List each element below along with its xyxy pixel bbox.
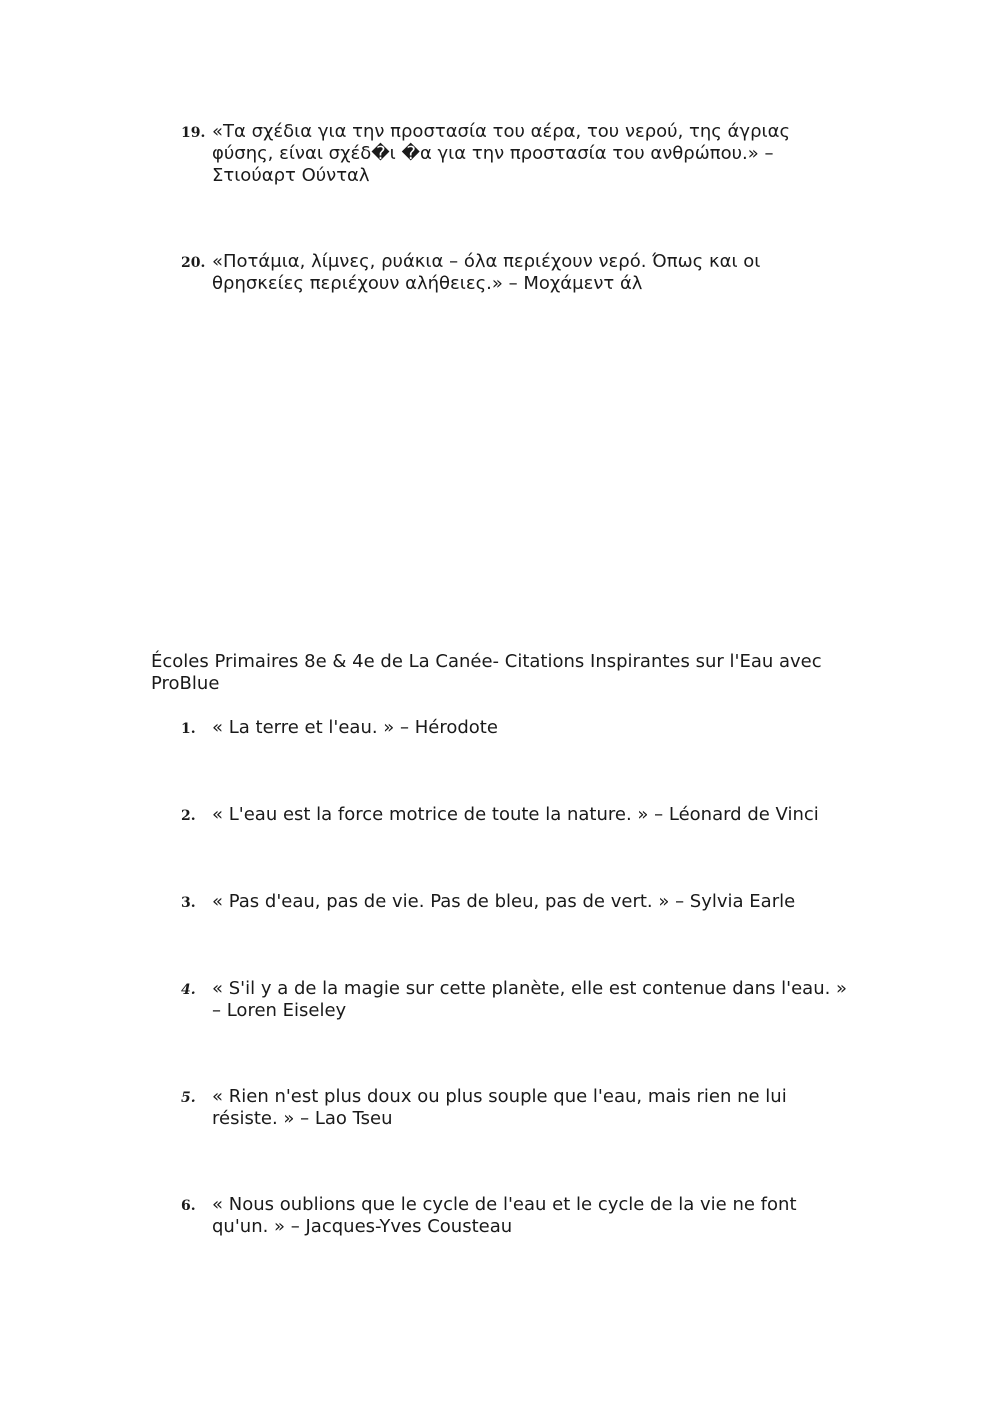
list-item-number: 5.	[181, 1090, 196, 1106]
quote-text: « La terre et l'eau. » – Hérodote	[212, 717, 498, 738]
quote-text: « Pas d'eau, pas de vie. Pas de bleu, pas de vert. » – Sylvia Earle	[212, 891, 796, 912]
list-item-number: 3.	[181, 895, 196, 911]
quote-text: « L'eau est la force motrice de toute la nature. » – Léonard de Vinci	[212, 804, 819, 825]
list-item-number: 19.	[181, 125, 206, 141]
list-item-number: 1.	[181, 721, 196, 737]
list-item-number: 4.	[181, 982, 196, 998]
list-item-number: 2.	[181, 808, 196, 824]
quote-text: «Τα σχέδια για την προστασία του αέρα, του νερού, της άγριας φύσης, είναι σχέδ�ι �α για την προστασία του ανθρώπου.» – Στιούαρτ Ούνταλ	[212, 121, 791, 186]
quote-text: « Rien n'est plus doux ou plus souple que l'eau, mais rien ne lui résiste. » – Lao Tseu	[212, 1086, 787, 1129]
list-item-number: 20.	[181, 255, 206, 271]
quote-text: « Nous oublions que le cycle de l'eau et le cycle de la vie ne font qu'un. » – Jacques-Yves Cousteau	[212, 1194, 797, 1237]
quote-text: « S'il y a de la magie sur cette planète, elle est contenue dans l'eau. » – Loren Eiseley	[212, 978, 848, 1021]
section-heading: Écoles Primaires 8e & 4e de La Canée- Citations Inspirantes sur l'Eau avec ProBlue	[151, 651, 822, 694]
list-item-number: 6.	[181, 1198, 196, 1214]
quote-text: «Ποτάμια, λίμνες, ρυάκια – όλα περιέχουν νερό. Όπως και οι θρησκείες περιέχουν αλήθειες.» – Μοχάμεντ άλ	[212, 251, 761, 294]
